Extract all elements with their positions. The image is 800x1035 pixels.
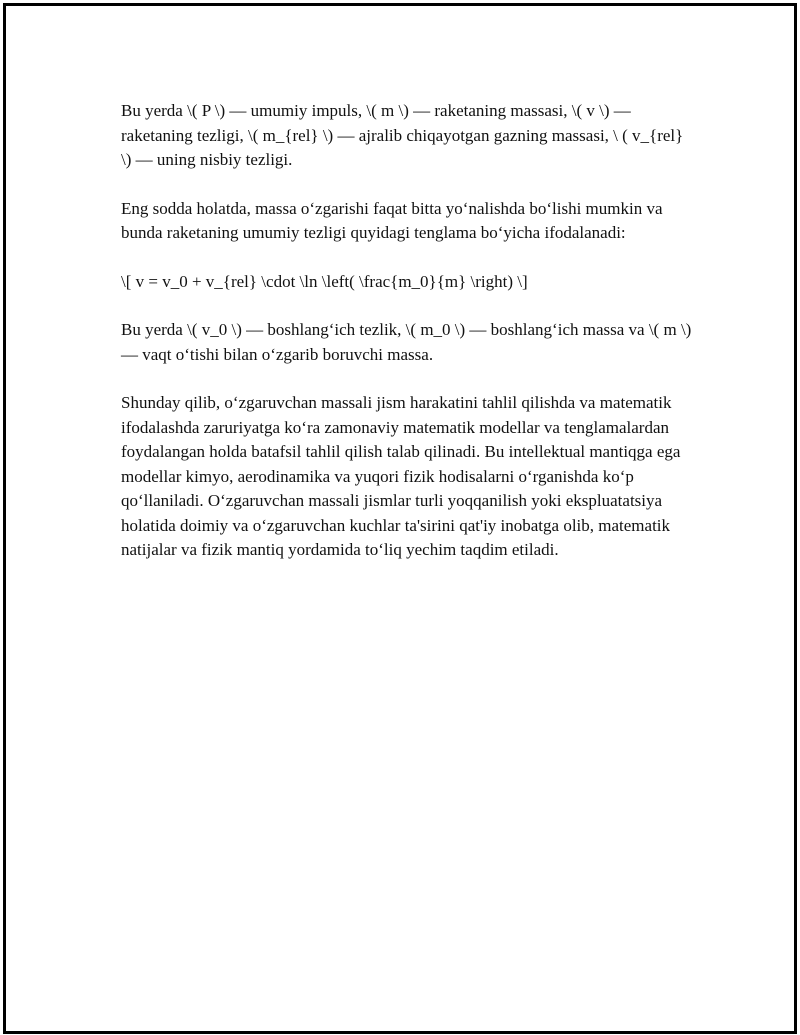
paragraph-variable-definitions: Bu yerda \( P \) — umumiy impuls, \( m \) — raketaning massasi, \( v \) — raketaning tezligi, \( m_{rel} \) — ajralib chiqayotgan gazning massasi, \ ( v_{rel} \) — uning nisbiy tezligi. [121,101,684,169]
paragraph-conclusion: Shunday qilib, oʻzgaruvchan massali jism harakatini tahlil qilishda va matematik ifodalashda zaruriyatga koʻra zamonaviy matematik modellar va tenglamalardan foydalangan holda batafsil tahlil qilish talab qilinadi. Bu intellektual mantiqga ega modellar kimyo, aerodinamika va yuqori fizik hodisalarni oʻrganishda koʻp qoʻllaniladi. Oʻzgaruvchan massali jismlar turli yoqqanilish yoki ekspluatatsiya holatida doimiy va oʻzgaruvchan kuchlar ta'sirini qat'iy inobatga olib, matematik natijalar va fizik mantiq yordamida toʻliq yechim taqdim etiladi. [121,393,681,559]
paragraph-initial-values: Bu yerda \( v_0 \) — boshlangʻich tezlik, \( m_0 \) — boshlangʻich massa va \( m \) — vaqt oʻtishi bilan oʻzgarib boruvchi massa. [121,320,692,364]
paragraph-rocket-equation: \[ v = v_0 + v_{rel} \cdot \ln \left( \frac{m_0}{m} \right) \] [121,271,528,291]
document-body [121,99,696,587]
page-frame [3,3,797,1034]
paragraph-simplest-case: Eng sodda holatda, massa oʻzgarishi faqat bitta yoʻnalishda boʻlishi mumkin va bunda raketaning umumiy tezligi quyidagi tenglama boʻyicha ifodalanadi: [121,198,663,242]
